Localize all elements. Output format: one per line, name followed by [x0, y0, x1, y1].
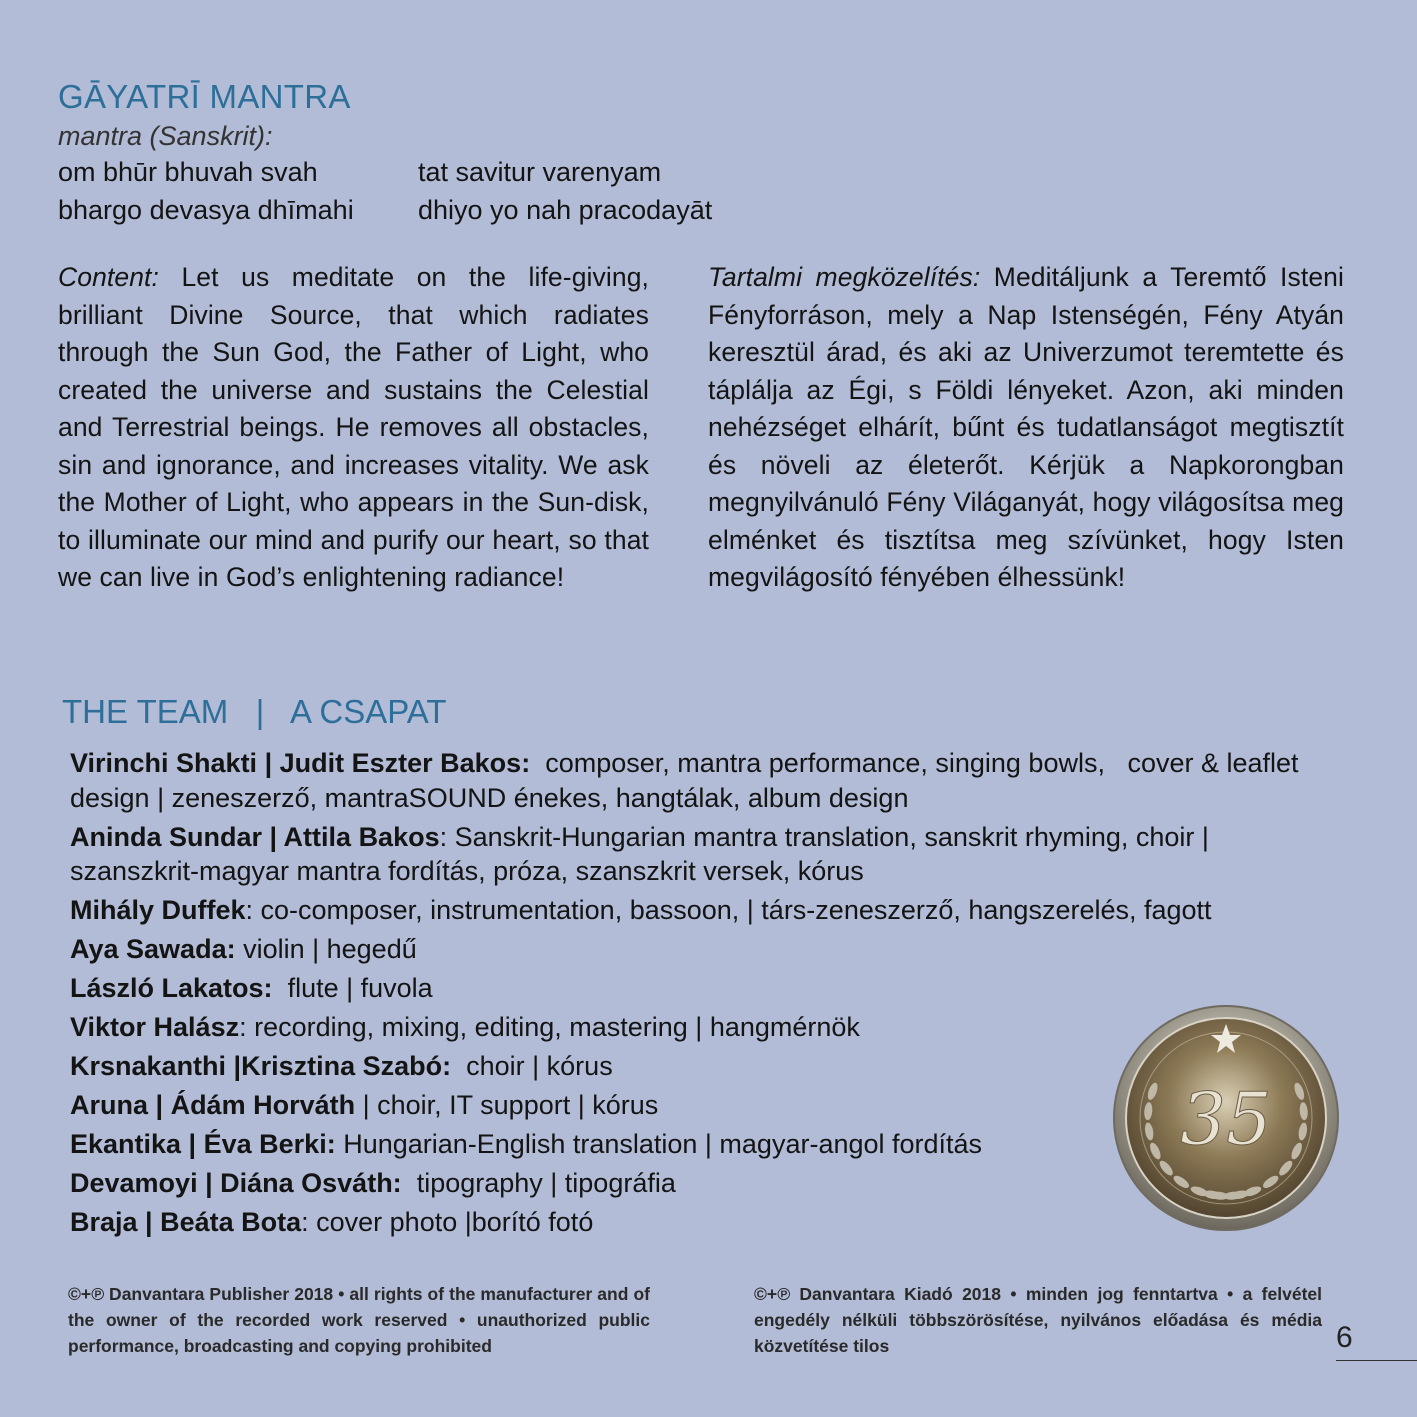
- team-member-role: : co-composer, instrumentation, bassoon, | társ-zeneszerző, hangszerelés, fagott: [245, 895, 1212, 925]
- mantra-subtitle: mantra (Sanskrit):: [58, 121, 273, 151]
- team-member-name: Aruna | Ádám Horváth: [70, 1090, 356, 1120]
- team-member-name: Mihály Duffek: [70, 895, 246, 925]
- content-english-label: Content:: [58, 262, 159, 292]
- footer-english: ©+℗ Danvantara Publisher 2018 • all rights of the manufacturer and of the owner of the recorded work reserved • unauthorized public performance, broadcasting and copying prohibited: [68, 1284, 650, 1356]
- team-member: [70, 893, 1320, 928]
- team-member-name: Viktor Halász: [70, 1012, 240, 1042]
- mantra-line2-a: bhargo devasya dhīmahi: [58, 195, 354, 225]
- team-member: [70, 932, 1320, 967]
- team-member-name: Devamoyi | Diána Osváth:: [70, 1168, 402, 1198]
- team-member-name: Ekantika | Éva Berki:: [70, 1129, 336, 1159]
- page-number-rule: [1336, 1360, 1417, 1361]
- team-member-name: Braja | Beáta Bota: [70, 1207, 302, 1237]
- mantra-line1-a: om bhūr bhuvah svah: [58, 157, 318, 187]
- team-title: THE TEAM | A CSAPAT: [62, 693, 447, 730]
- content-english-text: Let us meditate on the life-giving, brilliant Divine Source, that which radiates through the Sun God, the Father of Light, who created the universe and sustains the Celestial and Terrestrial beings. He removes all obstacles, sin and ignorance, and increases vitality. We ask the Mother of Light, who appears in the Sun-disk, to illuminate our mind and purify our heart, so that we can live in God’s enlightening radiance!: [58, 262, 649, 592]
- content-hungarian: [708, 259, 1344, 597]
- anniversary-badge-icon: [1112, 1004, 1340, 1232]
- mantra-line1-b: tat savitur varenyam: [418, 157, 662, 187]
- team-member-role: flute | fuvola: [272, 973, 433, 1003]
- mantra-line2-b: dhiyo yo nah pracodayāt: [418, 195, 713, 225]
- team-member-role: : Sanskrit-Hungarian mantra translation, sanskrit rhyming, choir | szanszkrit-magyar mantra fordítás, próza, szanszkrit versek, kórus: [70, 821, 1217, 886]
- team-member-role: Hungarian-English translation | magyar-angol fordítás: [335, 1129, 983, 1159]
- team-member-role: | choir, IT support | kórus: [355, 1090, 659, 1120]
- team-member-role: composer, mantra performance, singing bowls, cover & leaflet design | zeneszerző, mantraSOUND énekes, hangtálak, album design: [70, 748, 1307, 813]
- content-english: [58, 259, 649, 597]
- team-member-name: Virinchi Shakti | Judit Eszter Bakos:: [70, 748, 531, 778]
- team-member-name: Krsnakanthi |Krisztina Szabó:: [70, 1051, 452, 1081]
- team-member-role: : cover photo |borító fotó: [301, 1207, 594, 1237]
- team-member-role: tipography | tipográfia: [401, 1168, 676, 1198]
- team-member: [70, 971, 1320, 1006]
- team-member-role: violin | hegedű: [235, 934, 417, 964]
- team-member-role: : recording, mixing, editing, mastering | hangmérnök: [239, 1012, 860, 1042]
- footer-hungarian: ©+℗ Danvantara Kiadó 2018 • minden jog fenntartva • a felvétel engedély nélküli többszörösítése, nyilvános előadása és média közvetítése tilos: [754, 1284, 1322, 1356]
- content-hungarian-label: Tartalmi megközelítés:: [708, 262, 981, 292]
- page-number: 6: [1336, 1321, 1353, 1354]
- content-hungarian-text: Meditáljunk a Teremtő Isteni Fényforráson, mely a Nap Istenségén, Fény Atyán keresztül árad, és aki az Univerzumot teremtette és táplálja az Égi, s Földi lényeket. Azon, aki minden nehézséget elhárít, bűnt és tudatlanságot megtisztít és növeli az életerőt. Kérjük a Napkorongban megnyilvánuló Fény Világanyát, hogy világosítsa meg elménket és tisztítsa meg szívünket, hogy Isten megvilágosító fényében élhessünk!: [708, 262, 1344, 592]
- team-member-role: choir | kórus: [451, 1051, 613, 1081]
- badge-number: 35: [1180, 1077, 1272, 1161]
- team-member-name: Aya Sawada:: [70, 934, 236, 964]
- team-member: [70, 746, 1320, 815]
- mantra-title: GĀYATRĪ MANTRA: [58, 78, 351, 115]
- team-member: [70, 820, 1320, 889]
- team-member-name: Aninda Sundar | Attila Bakos: [70, 821, 440, 852]
- team-member-name: László Lakatos:: [70, 973, 273, 1003]
